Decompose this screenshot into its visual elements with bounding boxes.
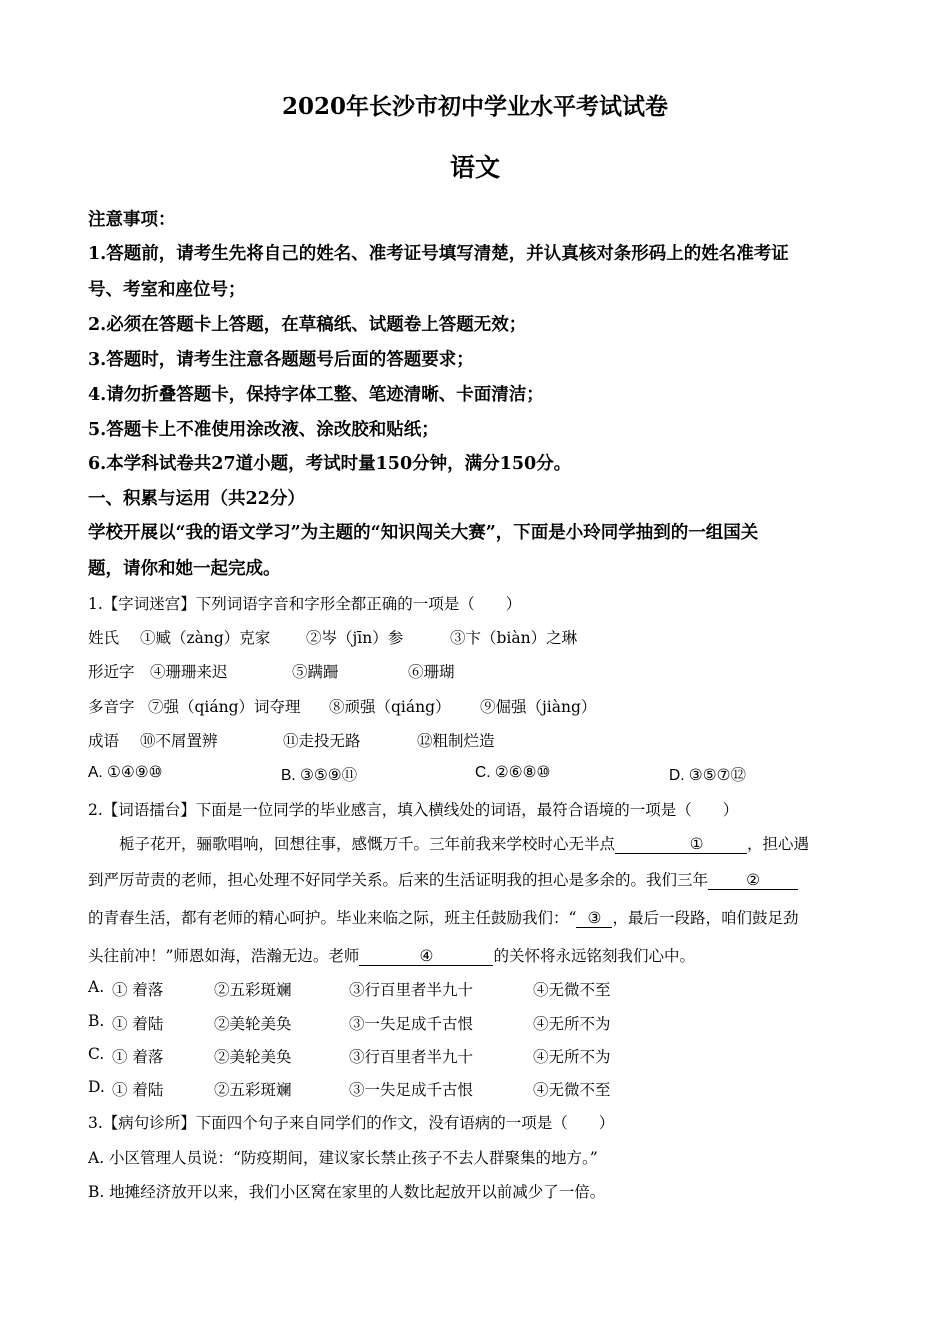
q3-stem: 3.【病句诊所】下面四个句子来自同学们的作文，没有语病的一项是（ ）: [88, 1114, 615, 1132]
q1-row-item: ③卞（biàn）之琳: [450, 629, 578, 647]
blank-1: ①: [615, 835, 747, 854]
q2-option-letter[interactable]: D.: [88, 1078, 105, 1096]
q1-row-label: 多音字: [88, 698, 135, 716]
section-intro-b: 题，请你和她一起完成。: [88, 559, 281, 579]
subject-title: 语文: [449, 153, 500, 182]
q1-row-item: ④珊珊来迟: [150, 663, 228, 681]
q1-row-item: ⑧顽强（qiáng）: [329, 698, 451, 716]
q1-option-a[interactable]: A. ①④⑨⑩: [88, 764, 163, 781]
q2-option-letter[interactable]: C.: [88, 1045, 105, 1063]
q2-option-item: ③行百里者半九十: [349, 981, 474, 999]
q2-option-item: ②五彩斑斓: [214, 981, 292, 999]
q2-option-item: ②美轮美奂: [214, 1048, 292, 1066]
q3-option-a[interactable]: A. 小区管理人员说：“防疫期间，建议家长禁止孩子不去人群聚集的地方。”: [88, 1149, 598, 1167]
notice-item-4: 4.请勿折叠答题卡，保持字体工整、笔迹清晰、卡面清洁；: [88, 385, 544, 405]
q1-row-item: ⑫粗制烂造: [417, 732, 495, 750]
q2-option-item: ① 着陆: [112, 1015, 164, 1033]
q1-option-c[interactable]: C. ②⑥⑧⑩: [475, 764, 551, 781]
section-intro-a: 学校开展以“我的语文学习”为主题的“知识闯关大赛”，下面是小玲同学抽到的一组国关: [88, 523, 759, 543]
q1-stem: 1.【字词迷宫】下列词语字音和字形全都正确的一项是（ ）: [88, 595, 522, 613]
q2-option-item: ③一失足成千古恨: [349, 1081, 474, 1099]
notice-heading: 注意事项：: [88, 210, 176, 230]
q2-option-letter[interactable]: B.: [88, 1012, 105, 1030]
q2-stem: 2.【词语擂台】下面是一位同学的毕业感言，填入横线处的词语，最符合语境的一项是（ ）: [88, 801, 739, 819]
q1-row-item: ①臧（zàng）克家: [140, 629, 271, 647]
q1-row-item: ⑤蹒跚: [292, 663, 339, 681]
q1-row-label: 姓氏: [88, 629, 120, 647]
notice-item-5: 5.答题卡上不准使用涂改液、涂改胶和贴纸；: [88, 420, 439, 440]
q2-option-item: ① 着落: [112, 1048, 164, 1066]
q1-row-item: ⑥珊瑚: [408, 663, 455, 681]
q1-option-b[interactable]: B. ③⑤⑨⑪: [281, 767, 358, 784]
notice-item-6: 6.本学科试卷共27道小题，考试时量150分钟，满分150分。: [88, 454, 572, 474]
q2-option-item: ④无所不为: [533, 1048, 611, 1066]
notice-item-2: 2.必须在答题卡上答题，在草稿纸、试题卷上答题无效；: [88, 315, 527, 335]
q2-passage-line: 的青春生活，都有老师的精心呵护。毕业来临之际，班主任鼓励我们：“ ③ ，最后一段路，咱们鼓足劲: [88, 909, 799, 927]
q2-option-item: ① 着陆: [112, 1081, 164, 1099]
q2-option-item: ① 着落: [112, 981, 164, 999]
section-heading: 一、积累与运用（共22分）: [88, 489, 305, 509]
q1-row-label: 形近字: [88, 663, 135, 681]
q2-option-letter[interactable]: A.: [88, 978, 105, 996]
q1-row-item: ⑩不屑置辨: [140, 732, 218, 750]
q2-option-item: ③一失足成千古恨: [349, 1015, 474, 1033]
blank-3: ③: [576, 909, 612, 928]
q2-option-item: ②美轮美奂: [214, 1015, 292, 1033]
q2-option-item: ④无微不至: [533, 981, 611, 999]
notice-item-1a: 1.答题前，请考生先将自己的姓名、准考证号填写清楚，并认真核对条形码上的姓名准考证: [88, 244, 789, 264]
blank-4: ④: [359, 947, 493, 966]
q2-option-item: ④无所不为: [533, 1015, 611, 1033]
notice-item-3: 3.答题时，请考生注意各题题号后面的答题要求；: [88, 350, 474, 370]
exam-title: 2020年长沙市初中学业水平考试试卷: [281, 93, 668, 120]
q2-passage-line: 头往前冲！”师恩如海，浩瀚无边。老师 ④ 的关怀将永远铭刻我们心中。: [88, 947, 695, 965]
q3-option-b[interactable]: B. 地摊经济放开以来，我们小区窝在家里的人数比起放开以前减少了一倍。: [88, 1183, 606, 1201]
q1-row-item: ⑨倔强（jiàng）: [480, 698, 597, 716]
q2-passage-line: 到严厉苛责的老师，担心处理不好同学关系。后来的生活证明我的担心是多余的。我们三年 ②: [88, 868, 858, 890]
q1-row-item: ⑪走投无路: [283, 732, 361, 750]
blank-2: ②: [708, 871, 798, 890]
q2-option-item: ③行百里者半九十: [349, 1048, 474, 1066]
q1-row-item: ⑦强（qiáng）词夺理: [148, 698, 301, 716]
q1-option-d[interactable]: D. ③⑤⑦⑫: [669, 767, 746, 784]
q2-option-item: ④无微不至: [533, 1081, 611, 1099]
q2-passage-line: 栀子花开，骊歌唱响，回想往事，感慨万千。三年前我来学校时心无半点 ① ，担心遇: [119, 835, 810, 853]
q2-option-item: ②五彩斑斓: [214, 1081, 292, 1099]
q1-row-label: 成语: [88, 732, 120, 750]
notice-item-1b: 号、考室和座位号；: [88, 280, 246, 300]
q1-row-item: ②岑（jīn）参: [306, 629, 404, 647]
